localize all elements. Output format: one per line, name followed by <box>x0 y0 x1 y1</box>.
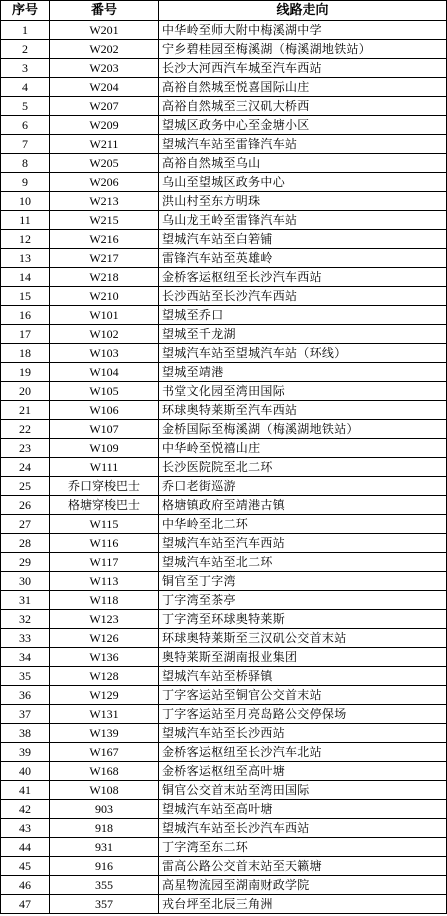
row-code: W217 <box>50 249 159 268</box>
row-seq: 24 <box>1 458 50 477</box>
row-seq: 26 <box>1 496 50 515</box>
table-row <box>1 306 447 325</box>
row-route: 望城汽车站至桥驿镇 <box>159 667 447 686</box>
row-route: 丁字湾至环球奥特莱斯 <box>159 610 447 629</box>
row-route: 望城汽车站至高叶塘 <box>159 800 447 819</box>
table-row <box>1 686 447 705</box>
row-seq: 27 <box>1 515 50 534</box>
row-route: 丁字湾至茶亭 <box>159 591 447 610</box>
row-seq: 18 <box>1 344 50 363</box>
row-code: 格塘穿梭巴士 <box>50 496 159 515</box>
table-row <box>1 857 447 876</box>
row-seq: 17 <box>1 325 50 344</box>
table-row <box>1 439 447 458</box>
row-route: 丁字客运站至铜官公交首末站 <box>159 686 447 705</box>
table-row <box>1 21 447 40</box>
row-seq: 46 <box>1 876 50 895</box>
table-row <box>1 344 447 363</box>
row-seq: 28 <box>1 534 50 553</box>
row-code: W101 <box>50 306 159 325</box>
row-code: W131 <box>50 705 159 724</box>
table-row <box>1 40 447 59</box>
table-row <box>1 401 447 420</box>
row-route: 丁字湾至东二环 <box>159 838 447 857</box>
row-route: 环球奥特莱斯至三汉矶公交首末站 <box>159 629 447 648</box>
row-seq: 12 <box>1 230 50 249</box>
table-row <box>1 648 447 667</box>
row-route: 金桥国际至梅溪湖（梅溪湖地铁站） <box>159 420 447 439</box>
row-seq: 15 <box>1 287 50 306</box>
row-seq: 23 <box>1 439 50 458</box>
row-seq: 44 <box>1 838 50 857</box>
row-code: 903 <box>50 800 159 819</box>
row-code: W103 <box>50 344 159 363</box>
row-seq: 14 <box>1 268 50 287</box>
row-code: W204 <box>50 78 159 97</box>
table-row <box>1 230 447 249</box>
row-code: W104 <box>50 363 159 382</box>
row-route: 望城汽车站至长沙西站 <box>159 724 447 743</box>
row-seq: 2 <box>1 40 50 59</box>
table-row <box>1 458 447 477</box>
header-row <box>1 1 447 21</box>
row-route: 望城汽车站至白箬铺 <box>159 230 447 249</box>
row-code: W126 <box>50 629 159 648</box>
row-seq: 1 <box>1 21 50 40</box>
row-route: 奥特莱斯至湖南报业集团 <box>159 648 447 667</box>
table-row <box>1 249 447 268</box>
row-seq: 22 <box>1 420 50 439</box>
row-code: W113 <box>50 572 159 591</box>
table-row <box>1 534 447 553</box>
row-route: 中华岭至悦禧山庄 <box>159 439 447 458</box>
table-row <box>1 876 447 895</box>
row-code: W139 <box>50 724 159 743</box>
row-route: 望城汽车站至长沙汽车西站 <box>159 819 447 838</box>
row-code: W218 <box>50 268 159 287</box>
row-code: W167 <box>50 743 159 762</box>
header-code: 番号 <box>50 1 159 21</box>
row-seq: 32 <box>1 610 50 629</box>
table-row <box>1 287 447 306</box>
table-row <box>1 743 447 762</box>
row-code: W202 <box>50 40 159 59</box>
row-route: 高星物流园至湖南财政学院 <box>159 876 447 895</box>
row-code: 918 <box>50 819 159 838</box>
table-row <box>1 838 447 857</box>
row-code: W201 <box>50 21 159 40</box>
table-row <box>1 116 447 135</box>
row-seq: 16 <box>1 306 50 325</box>
row-seq: 5 <box>1 97 50 116</box>
table-row <box>1 420 447 439</box>
table-row <box>1 268 447 287</box>
table-row <box>1 382 447 401</box>
row-code: W136 <box>50 648 159 667</box>
row-code: W209 <box>50 116 159 135</box>
table-row <box>1 572 447 591</box>
row-route: 乌山至望城区政务中心 <box>159 173 447 192</box>
row-route: 书堂文化园至湾田国际 <box>159 382 447 401</box>
table-row <box>1 610 447 629</box>
row-code: W216 <box>50 230 159 249</box>
row-code: W108 <box>50 781 159 800</box>
row-route: 望城汽车站至望城汽车站（环线） <box>159 344 447 363</box>
row-code: W210 <box>50 287 159 306</box>
table-row <box>1 325 447 344</box>
table-row <box>1 211 447 230</box>
row-route: 望城汽车站至雷锋汽车站 <box>159 135 447 154</box>
table-row <box>1 363 447 382</box>
row-route: 乌山龙王岭至雷锋汽车站 <box>159 211 447 230</box>
table-row <box>1 553 447 572</box>
row-route: 高裕自然城至悦喜国际山庄 <box>159 78 447 97</box>
table-row <box>1 78 447 97</box>
row-code: W207 <box>50 97 159 116</box>
row-code: W168 <box>50 762 159 781</box>
row-seq: 39 <box>1 743 50 762</box>
table-row <box>1 781 447 800</box>
row-seq: 25 <box>1 477 50 496</box>
row-seq: 19 <box>1 363 50 382</box>
row-route: 高裕自然城至三汉矶大桥西 <box>159 97 447 116</box>
row-code: 355 <box>50 876 159 895</box>
row-code: W116 <box>50 534 159 553</box>
row-seq: 47 <box>1 895 50 914</box>
row-route: 高裕自然城至乌山 <box>159 154 447 173</box>
row-route: 铜官至丁字湾 <box>159 572 447 591</box>
row-code: W211 <box>50 135 159 154</box>
row-code: 乔口穿梭巴士 <box>50 477 159 496</box>
row-seq: 43 <box>1 819 50 838</box>
row-route: 雷高公路公交首末站至天籁塘 <box>159 857 447 876</box>
row-code: W117 <box>50 553 159 572</box>
row-seq: 45 <box>1 857 50 876</box>
row-seq: 30 <box>1 572 50 591</box>
table-row <box>1 800 447 819</box>
row-seq: 9 <box>1 173 50 192</box>
table-row <box>1 629 447 648</box>
row-seq: 38 <box>1 724 50 743</box>
row-route: 丁字客运站至月亮岛路公交停保场 <box>159 705 447 724</box>
table-row <box>1 591 447 610</box>
row-seq: 7 <box>1 135 50 154</box>
table-row <box>1 97 447 116</box>
table-row <box>1 173 447 192</box>
row-route: 环球奥特莱斯至汽车西站 <box>159 401 447 420</box>
row-seq: 3 <box>1 59 50 78</box>
row-code: W105 <box>50 382 159 401</box>
row-seq: 42 <box>1 800 50 819</box>
row-seq: 37 <box>1 705 50 724</box>
row-code: W109 <box>50 439 159 458</box>
row-seq: 13 <box>1 249 50 268</box>
table-row <box>1 192 447 211</box>
row-code: W107 <box>50 420 159 439</box>
row-code: W206 <box>50 173 159 192</box>
table-row <box>1 667 447 686</box>
row-code: W205 <box>50 154 159 173</box>
row-route: 金桥客运枢纽至长沙汽车西站 <box>159 268 447 287</box>
row-route: 中华岭至师大附中梅溪湖中学 <box>159 21 447 40</box>
row-route: 宁乡碧桂园至梅溪湖（梅溪湖地铁站） <box>159 40 447 59</box>
row-route: 金桥客运枢纽至高叶塘 <box>159 762 447 781</box>
row-route: 望城至千龙湖 <box>159 325 447 344</box>
row-seq: 31 <box>1 591 50 610</box>
row-seq: 10 <box>1 192 50 211</box>
row-seq: 11 <box>1 211 50 230</box>
row-code: W128 <box>50 667 159 686</box>
header-route: 线路走向 <box>159 1 447 21</box>
row-seq: 34 <box>1 648 50 667</box>
table-row <box>1 724 447 743</box>
row-route: 长沙医院院至北二环 <box>159 458 447 477</box>
row-route: 望城汽车站至北二环 <box>159 553 447 572</box>
table-row <box>1 819 447 838</box>
row-seq: 35 <box>1 667 50 686</box>
row-route: 望城至靖港 <box>159 363 447 382</box>
table-row <box>1 477 447 496</box>
row-code: W129 <box>50 686 159 705</box>
table-row <box>1 705 447 724</box>
row-route: 长沙大河西汽车城至汽车西站 <box>159 59 447 78</box>
row-seq: 33 <box>1 629 50 648</box>
row-seq: 8 <box>1 154 50 173</box>
row-seq: 20 <box>1 382 50 401</box>
row-seq: 40 <box>1 762 50 781</box>
row-seq: 6 <box>1 116 50 135</box>
row-code: W215 <box>50 211 159 230</box>
row-route: 望城区政务中心至金塘小区 <box>159 116 447 135</box>
table-row <box>1 59 447 78</box>
row-code: W213 <box>50 192 159 211</box>
row-seq: 36 <box>1 686 50 705</box>
header-seq: 序号 <box>1 1 50 21</box>
row-seq: 21 <box>1 401 50 420</box>
row-route: 雷锋汽车站至英雄岭 <box>159 249 447 268</box>
row-seq: 4 <box>1 78 50 97</box>
row-code: W115 <box>50 515 159 534</box>
row-code: W118 <box>50 591 159 610</box>
row-route: 望城汽车站至汽车西站 <box>159 534 447 553</box>
row-code: 931 <box>50 838 159 857</box>
row-route: 乔口老街巡游 <box>159 477 447 496</box>
table-row <box>1 496 447 515</box>
row-code: W123 <box>50 610 159 629</box>
row-code: W203 <box>50 59 159 78</box>
table-row <box>1 154 447 173</box>
table-row <box>1 515 447 534</box>
row-route: 铜官公交首末站至湾田国际 <box>159 781 447 800</box>
row-code: W111 <box>50 458 159 477</box>
row-route: 望城至乔口 <box>159 306 447 325</box>
table-row <box>1 762 447 781</box>
row-route: 中华岭至北二环 <box>159 515 447 534</box>
row-route: 金桥客运枢纽至长沙汽车北站 <box>159 743 447 762</box>
row-route: 格塘镇政府至靖港古镇 <box>159 496 447 515</box>
row-code: W106 <box>50 401 159 420</box>
row-code: 357 <box>50 895 159 914</box>
row-seq: 29 <box>1 553 50 572</box>
row-route: 戎台坪至北辰三角洲 <box>159 895 447 914</box>
row-code: W102 <box>50 325 159 344</box>
table-row <box>1 895 447 914</box>
row-code: 916 <box>50 857 159 876</box>
row-route: 洪山村至东方明珠 <box>159 192 447 211</box>
table-row <box>1 135 447 154</box>
row-seq: 41 <box>1 781 50 800</box>
row-route: 长沙西站至长沙汽车西站 <box>159 287 447 306</box>
